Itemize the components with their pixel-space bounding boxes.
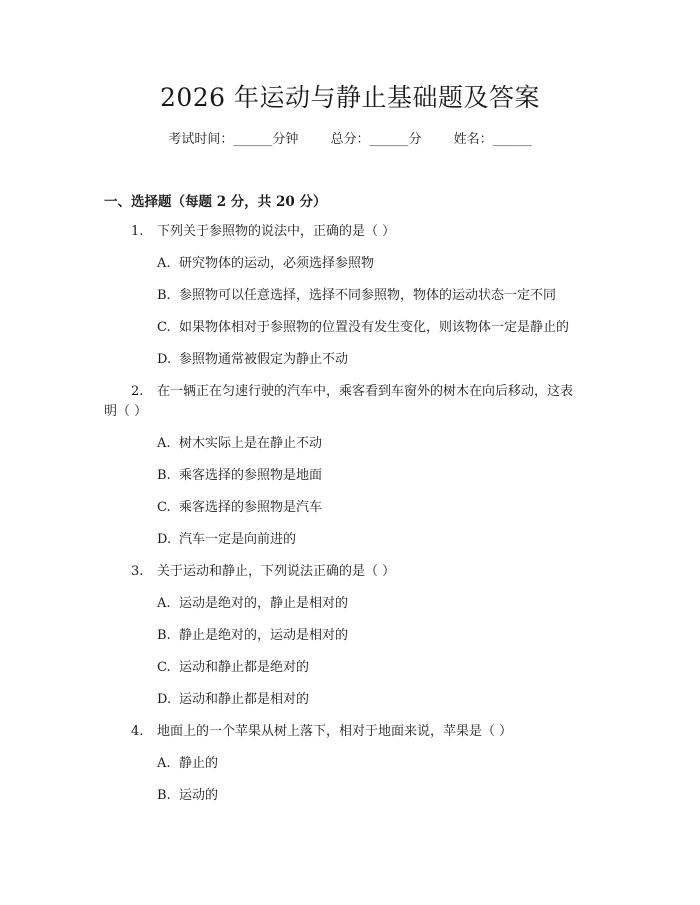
student-name-field: 姓名：______ (453, 132, 532, 147)
question-number: 2. (131, 384, 144, 399)
q1-option-a (157, 254, 374, 274)
option-text: 汽车一定是向前进的 (179, 532, 297, 547)
option-text: 乘客选择的参照物是地面 (179, 468, 323, 483)
question-number: 3. (131, 564, 144, 579)
option-letter: A. (157, 596, 171, 611)
option-letter: D. (157, 532, 172, 547)
option-text: 静止是绝对的，运动是相对的 (179, 628, 349, 643)
q2-option-b (157, 466, 322, 486)
option-letter: A. (157, 756, 171, 771)
option-letter: B. (157, 628, 171, 643)
option-text: 运动是绝对的，静止是相对的 (179, 596, 349, 611)
option-text: 运动和静止都是相对的 (179, 692, 310, 707)
question-text-line1: 在一辆正在匀速行驶的汽车中，乘客看到车窗外的树木在向后移动，这表 (157, 384, 574, 399)
q4-option-b (157, 786, 218, 806)
option-text: 运动和静止都是绝对的 (179, 660, 310, 675)
option-text: 研究物体的运动，必须选择参照物 (179, 256, 375, 271)
q1-option-b (157, 286, 556, 306)
q1-option-d (157, 350, 348, 370)
q2-option-c (157, 498, 322, 518)
q3-option-d (157, 690, 309, 710)
option-letter: C. (157, 500, 171, 515)
option-letter: C. (157, 320, 171, 335)
option-letter: B. (157, 788, 171, 803)
q2-option-d (157, 530, 296, 550)
q2-option-a (157, 434, 322, 454)
question-2-continued (104, 402, 147, 422)
question-number: 1. (131, 224, 144, 239)
option-letter: A. (157, 436, 171, 451)
option-letter: B. (157, 288, 171, 303)
question-4 (131, 722, 512, 742)
option-letter: D. (157, 352, 172, 367)
q3-option-a (157, 594, 348, 614)
question-3 (131, 562, 395, 582)
total-score-field: 总分：______分 (330, 132, 422, 147)
option-letter: C. (157, 660, 171, 675)
option-letter: D. (157, 692, 172, 707)
q4-option-a (157, 754, 218, 774)
question-number: 4. (131, 724, 144, 739)
question-2 (131, 382, 573, 402)
question-text-line2: 明（ ） (104, 404, 148, 419)
section-heading: 一、选择题（每题 2 分，共 20 分） (104, 194, 327, 210)
question-text: 下列关于参照物的说法中，正确的是（ ） (157, 224, 396, 239)
exam-info-row (0, 130, 700, 150)
q3-option-b (157, 626, 348, 646)
question-text: 地面上的一个苹果从树上落下，相对于地面来说，苹果是（ ） (157, 724, 513, 739)
question-text: 关于运动和静止，下列说法正确的是（ ） (157, 564, 396, 579)
option-text: 乘客选择的参照物是汽车 (179, 500, 323, 515)
page-title: 2026 年运动与静止基础题及答案 (159, 83, 541, 112)
q3-option-c (157, 658, 309, 678)
option-text: 参照物通常被假定为静止不动 (179, 352, 349, 367)
option-letter: B. (157, 468, 171, 483)
question-1 (131, 222, 395, 242)
option-letter: A. (157, 256, 171, 271)
option-text: 运动的 (179, 788, 219, 803)
option-text: 参照物可以任意选择，选择不同参照物，物体的运动状态一定不同 (179, 288, 557, 303)
option-text: 静止的 (179, 756, 219, 771)
option-text: 如果物体相对于参照物的位置没有发生变化，则该物体一定是静止的 (179, 320, 570, 335)
option-text: 树木实际上是在静止不动 (179, 436, 323, 451)
q1-option-c (157, 318, 569, 338)
exam-time-field: 考试时间：______分钟 (168, 132, 299, 147)
